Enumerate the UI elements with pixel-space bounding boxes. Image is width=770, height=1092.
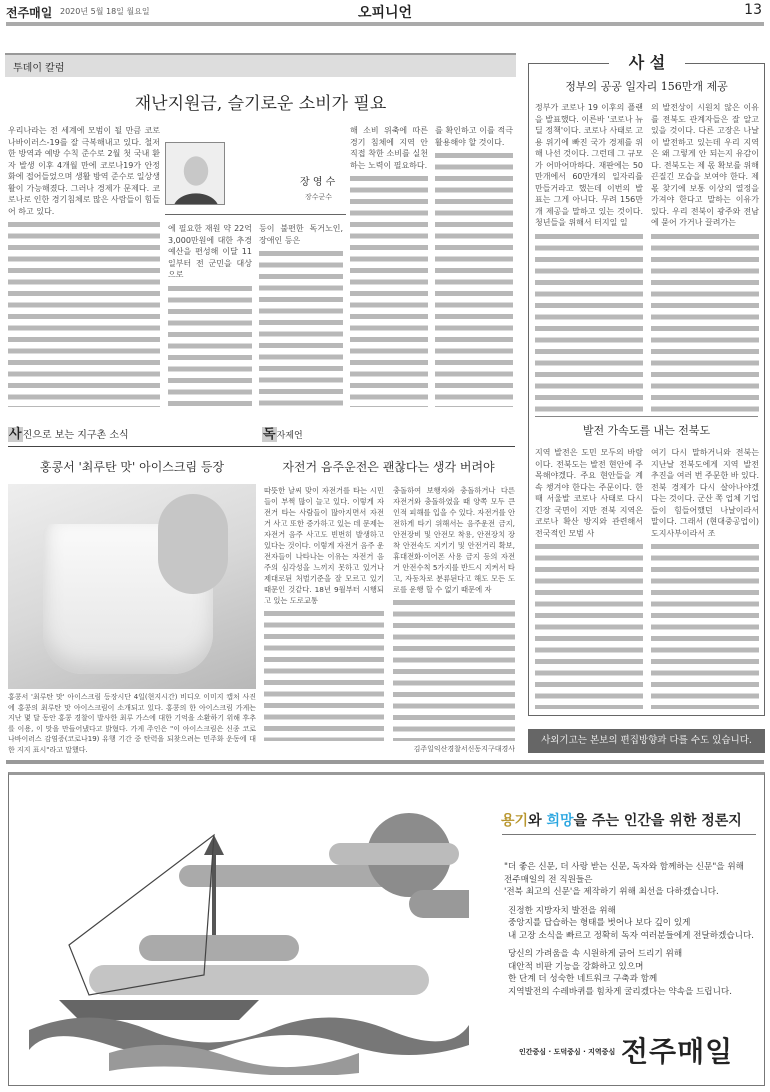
today-body-col3: 등이 불편한 독거노인, 장애인 등은 <box>259 224 343 245</box>
today-body-col1: 우리나라는 전 세계에 모범이 될 만큼 코로나바이러스-19를 잘 극복해내고 있다. 철저한 방역과 예방 수칙 준수로 2월 첫 국내 환자 발생 이후 4개월 만에 코로나19가 안정화에 접어들었으며 생활 방역 준수로 일상생활이 가능해졌다. 그러나 경제가 문제다. 코로나로 인한 경기침체로 많은 사람들이 힘들어 하고 있다. <box>8 126 160 216</box>
page-number: 13 <box>744 2 762 18</box>
editorial-title-1: 정부의 공공 일자리 156만개 제공 <box>565 80 728 93</box>
today-column <box>5 53 516 409</box>
contribution-notice: 사외기고는 본보의 편집방향과 다를 수도 있습니다. <box>528 729 765 753</box>
photo-news-title: 홍콩서 '최루탄 맛' 아이스크림 등장 <box>39 460 225 474</box>
reader-label-rest: 자제언 <box>276 431 303 441</box>
author-photo <box>165 142 225 205</box>
editorial-2-col2: 여기 다시 말하거니와 전북는 지난날 전북도에게 지역 발전 추진을 여러 번 주문한 바 있다. 전북 경제가 다시 살아나야겠다는 것이다. 군산 쪽 업체 기업들이 힘들어했던 나날이라서 말이다. 그래서 (현대중공업이) 도지사부이라서 조 <box>651 448 759 538</box>
photo-news-label <box>8 423 129 442</box>
photo-caption: 홍콩서 '최루탄 맛' 아이스크림 등장시단 4일(현지시간) 비디오 이미지 캡처 사진에 홍콩의 최루탄 맛 아이스크림이 소개되고 있다. 홍콩의 한 아이스크림 가게는 지난 몇 달 동안 홍콩 경찰이 발사한 최루 가스에 대한 기억을 소환하기 위해 후추를 이용, 이 맛을 만들어냈다고 밝혔다. 가게 주인은 "이 아이스크림은 신종 코로나바이러스 감염증(코로나19) 유행 기간 중 탄력을 되찾으려는 민주화 운동에 대한 지지 표시"라고 말했다. <box>8 693 256 754</box>
editorial-1-col1: 정부가 코로나 19 이후의 플랜을 발표했다. 이른바 '코로나 뉴딜 정책'이다. 코로나 사태로 고용 위기에 빠진 국가 경제를 위해 나선 것이다. 그런데 그 규모가 어마어마하다. 재판에는 50만개에서 60만개의 일자리를 만들거라고 했는데 이번의 발표는 그게 아니다. 무려 156만 개 제공을 말하고 있는 것이다. 청년들을 위해서 터지일 일 <box>535 103 643 227</box>
slogan-rule <box>502 834 756 835</box>
ad-slogan <box>501 810 742 830</box>
photo-news-label-rest: 진으로 보는 지구촌 소식 <box>22 430 129 441</box>
editorial-label: 사 설 <box>609 50 685 73</box>
header-rule <box>6 22 764 26</box>
reader-title: 자전거 음주운전은 괜찮다는 생각 버려야 <box>282 460 495 474</box>
ad-paragraph-1 <box>504 861 754 899</box>
page-divider <box>6 760 764 764</box>
ad-motto: 인간중심 · 도덕중심 · 지역중심 <box>519 1048 616 1056</box>
ad-line: 중앙지를 답습하는 형태를 벗어나 보다 깊이 있게 <box>508 918 691 928</box>
slogan-part: 와 <box>528 813 547 829</box>
author-rule <box>165 214 346 215</box>
photo-news-label-initial: 사 <box>9 427 22 442</box>
reader-body-col2: 충돌하여 보행자와 충돌하거나 다른 자전거와 충돌하였을 때 양쪽 모두 큰 인적 피해를 입을 수 있다. 자전거를 안전하게 타기 위해서는 음주운전 금지, 안전장비 및 안전모 착용, 안전장치 장착 안전속도 지키기 및 안전거리 확보, 휴대전화·이어폰 사용 금지 등의 자전거 안전수칙 5가지를 반드시 지켜서 타고, 자동차로 분류된다고 해도 모든 도로를 운행 할 수 없기 때문에 자 <box>393 486 515 594</box>
ad-line: 진정한 지방자치 발전을 위해 <box>508 905 616 916</box>
section-rule <box>8 446 515 447</box>
ad-line: 당신의 가려움을 속 시원하게 긁어 드리기 위해 <box>508 949 683 959</box>
masthead-date: 2020년 5월 18일 월요일 <box>60 7 150 16</box>
ad-line: 지역발전의 수레바퀴를 힘차게 굴리겠다는 약속을 드립니다. <box>508 986 732 997</box>
slogan-part: 을 주는 인간을 위한 정론지 <box>573 813 742 829</box>
ad-line: 내 고장 소식을 빠르고 정확히 독자 여러분들에게 전달하겠습니다. <box>508 930 754 941</box>
ad-line: "더 좋은 신문, 더 사랑 받는 신문, 독자와 함께하는 신문"을 위해 <box>504 862 744 872</box>
ad-paragraph-3 <box>504 948 754 998</box>
editorial-title-2: 발전 가속도를 내는 전북도 <box>582 424 711 437</box>
reader-signature: 김주일익산경찰서신동지구대경사 <box>413 745 515 753</box>
today-column-header: 투데이 칼럼 <box>5 55 516 77</box>
today-body-col4: 해 소비 위축에 따른 경기 침체에 지역 안 직접 착한 소비를 실천하는 노력이 필요하다. <box>350 126 428 170</box>
slogan-hope: 희망 <box>546 813 574 829</box>
masthead-paper-name: 전주매일 <box>6 6 53 20</box>
author-affiliation: 장수군수 <box>305 193 333 201</box>
today-body-col2: 에 필요한 재원 약 22억 3,000만원에 대한 추경 예산을 편성해 이달 11일부터 전 군민을 대상으로 <box>168 224 252 279</box>
ad-logo: 전주매일 <box>621 1035 734 1068</box>
author-name: 장 영 수 <box>300 177 336 188</box>
editorial-divider <box>535 416 758 417</box>
house-ad <box>8 772 765 1086</box>
ad-line: '전북 최고의 신문'을 제작하기 위해 최선을 다하겠습니다. <box>504 887 719 897</box>
editorial-2-col1: 지역 발전은 도민 모두의 바람이다. 전북도는 발전 현안에 주목해야겠다. 주요 현안들을 계속 챙겨야 한다는 주문이다. 한때 서울발 코로나 사태로 다시 긴장 국면이 지만 전북 지역은 코로나 확산 방지와 관련해서 전국적인 모범 사 <box>535 448 643 538</box>
today-body-col5: 를 확인하고 이를 적극 활용해야 할 것이다. <box>435 126 513 147</box>
today-column-title: 재난지원금, 슬기로운 소비가 필요 <box>134 94 387 114</box>
pen-ship-illustration <box>29 795 469 1075</box>
editorial-box <box>528 53 765 716</box>
ice-cream-photo <box>8 484 256 689</box>
reader-label-initial: 독 <box>263 427 276 442</box>
ad-paragraph-2 <box>504 905 754 943</box>
slogan-courage: 용기 <box>501 813 529 829</box>
editorial-1-col2: 의 발전상이 시원치 않은 이유를 전북도 관계자들은 잘 알고 있을 것이다. 다른 고장은 나날이 발전하고 있는데 우리 지역은 왜 그렇게 안 되는지 유감이다. 전북도는 제 몫 확보를 위해 끈질긴 모습을 보여야 한다. 제몫 찾기에 보통 이상의 열정을 가져야 한다고 말하는 이유가 있다. 우리 전북이 광주와 전남에 묻어 가거나 끌려가는 <box>651 103 759 227</box>
section-title: 오피니언 <box>357 5 413 21</box>
ad-line: 대안적 비판 기능을 강화하고 있으며 <box>508 961 644 972</box>
ad-body <box>504 861 754 998</box>
ad-line: 전주매일의 전 직원들은 <box>504 874 593 885</box>
reader-label <box>262 423 303 442</box>
ad-line: 한 단계 더 성숙한 네트워크 구축과 함께 <box>508 974 658 984</box>
reader-body-col1: 따뜻한 날씨 맞이 자전거를 타는 시민들이 부쩍 많이 늘고 있다. 이렇게 자전거 타는 사람들이 많아지면서 자전거 사고 또한 증가하고 있는 데 문제는 자전거 음주 사고도 빈번히 발생하고 있다는 것이다. 이렇게 자전거 음주 운전자들이 나타나는 이유는 자전거 음주의 심각성을 느끼지 못하고 있거나 제대로된 처벌기준을 잘 모르고 있기 때문인 것같다. 18년 9월부터 시행되고 있는 도로교통 <box>264 486 384 605</box>
